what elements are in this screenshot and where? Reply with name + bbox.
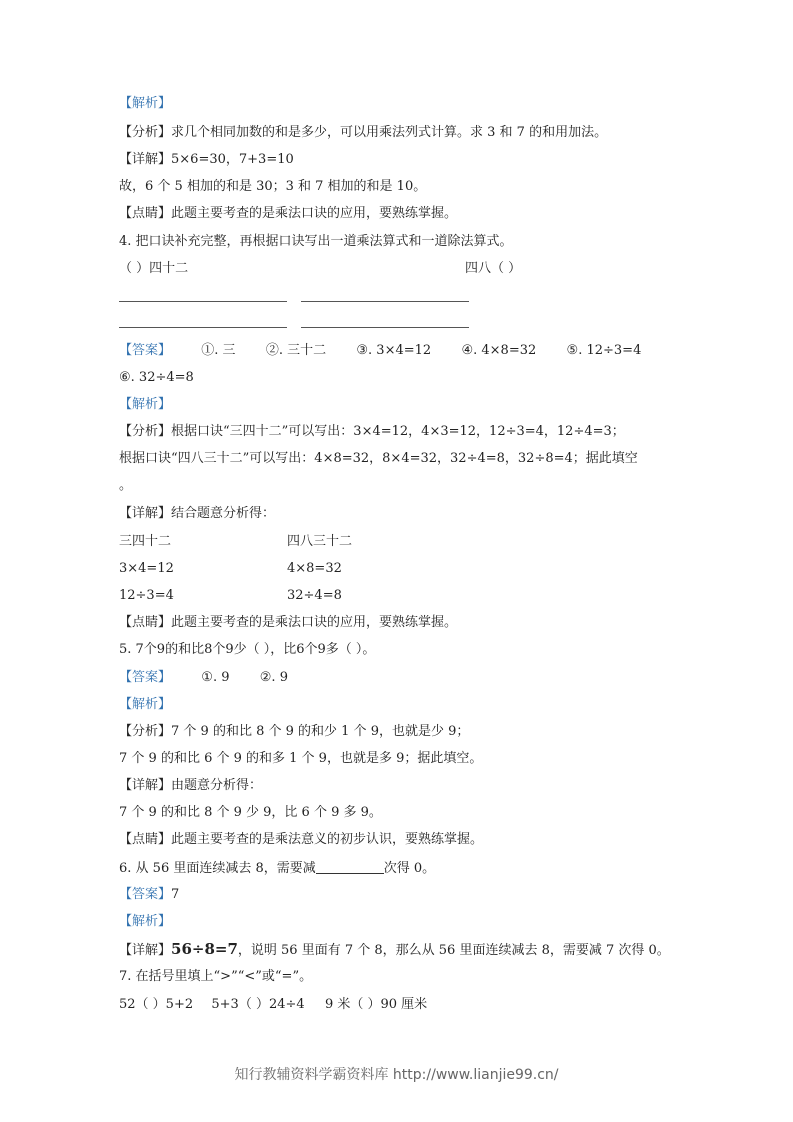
q5-answer-1: ①. 9 (201, 670, 230, 685)
q7-question: 7. 在括号里填上“>”“<”或“=”。 (119, 969, 313, 984)
q5-analysis-heading: 【解析】 (119, 697, 172, 712)
q4-table-right-3: 32÷4=8 (287, 588, 342, 603)
q6-formula: 56÷8=7 (171, 940, 238, 958)
q7-item-1: 52（ ）5+2 (119, 997, 194, 1012)
q3-xiangjie: 【详解】5×6=30，7+3=10 (119, 152, 294, 167)
q5-xiangjie: 【详解】由题意分析得： (119, 778, 263, 793)
q4-table-right-1: 四八三十二 (287, 534, 353, 549)
q4-xiangjie: 【详解】结合题意分析得： (119, 506, 276, 521)
q6-question: 6. 从 56 里面连续减去 8，需要减 次得 0。 (119, 861, 436, 876)
q4-analysis-heading: 【解析】 (119, 397, 172, 412)
q7-item-2: 5+3（ ）24÷4 (211, 997, 305, 1012)
q4-fenxi-3: 。 (119, 478, 133, 493)
q3-dianjing: 【点睛】此题主要考查的是乘法口诀的应用，要熟练掌握。 (119, 206, 458, 221)
q6-answer-blank[interactable] (316, 859, 384, 874)
q4-write-line-1[interactable] (119, 301, 287, 302)
q4-question: 4. 把口诀补充完整，再根据口诀写出一道乘法算式和一道除法算式。 (119, 234, 513, 249)
q4-write-line-3[interactable] (119, 327, 287, 328)
q5-answer-2: ②. 9 (259, 670, 288, 685)
q4-answer-1: ①. 三 (201, 343, 236, 358)
q4-table-right-2: 4×8=32 (287, 561, 342, 576)
q3-conclusion: 故，6 个 5 相加的和是 30；3 和 7 相加的和是 10。 (119, 179, 427, 194)
q4-dianjing: 【点睛】此题主要考查的是乘法口诀的应用，要熟练掌握。 (119, 615, 458, 630)
q4-answer-6: ⑥. 32÷4=8 (119, 370, 194, 385)
q4-right-blank: 四八（ ） (465, 261, 522, 276)
q7-items (119, 996, 427, 1014)
q4-answer-3: ③. 3×4=12 (356, 343, 432, 358)
footer-watermark: 知行教辅资料学霸资料库 http://www.lianjie99.cn/ (234, 1067, 559, 1083)
q4-write-line-2[interactable] (301, 301, 469, 302)
q4-answer-5: ⑤. 12÷3=4 (566, 343, 642, 358)
q6-xiangjie: 【详解】56÷8=7，说明 56 里面有 7 个 8，那么从 56 里面连续减去 8，需要减 7 次得 0。 (119, 940, 670, 958)
q3-fenxi: 【分析】求几个相同加数的和是多少，可以用乘法列式计算。求 3 和 7 的和用加法。 (119, 125, 608, 140)
q3-analysis-heading: 【解析】 (119, 96, 172, 111)
q5-answer: 【答案】 ①. 9 ②. 9 (119, 670, 288, 685)
q6-answer: 【答案】7 (119, 887, 180, 902)
q4-table-left-1: 三四十二 (119, 534, 172, 549)
q7-item-3: 9 米（ ）90 厘米 (324, 997, 428, 1012)
q4-table-left-3: 12÷3=4 (119, 588, 174, 603)
q4-table-left-2: 3×4=12 (119, 561, 174, 576)
q4-fenxi-1: 【分析】根据口诀“三四十二”可以写出：3×4=12，4×3=12，12÷3=4，12÷4=3； (119, 424, 625, 439)
q5-question: 5. 7个9的和比8个9少（ ），比6个9多（ ）。 (119, 642, 376, 657)
q5-dianjing: 【点睛】此题主要考查的是乘法意义的初步认识，要熟练掌握。 (119, 832, 484, 847)
q5-fenxi-1: 【分析】7 个 9 的和比 8 个 9 的和少 1 个 9，也就是少 9； (119, 724, 470, 739)
q5-xiangjie-result: 7 个 9 的和比 8 个 9 少 9，比 6 个 9 多 9。 (119, 805, 382, 820)
q4-write-line-4[interactable] (301, 327, 469, 328)
q5-fenxi-2: 7 个 9 的和比 6 个 9 的和多 1 个 9，也就是多 9；据此填空。 (119, 751, 483, 766)
q4-answer: 【答案】 ①. 三 ②. 三十二 ③. 3×4=12 ④. 4×8=32 ⑤. 12÷3=4 (119, 343, 642, 358)
q4-answer-4: ④. 4×8=32 (461, 343, 537, 358)
q4-answer-2: ②. 三十二 (265, 343, 327, 358)
q4-fenxi-2: 根据口诀“四八三十二”可以写出：4×8=32，8×4=32，32÷4=8，32÷8=4；据此填空 (119, 451, 638, 466)
q4-left-blank: （ ）四十二 (119, 261, 189, 276)
q6-analysis-heading: 【解析】 (119, 914, 172, 929)
